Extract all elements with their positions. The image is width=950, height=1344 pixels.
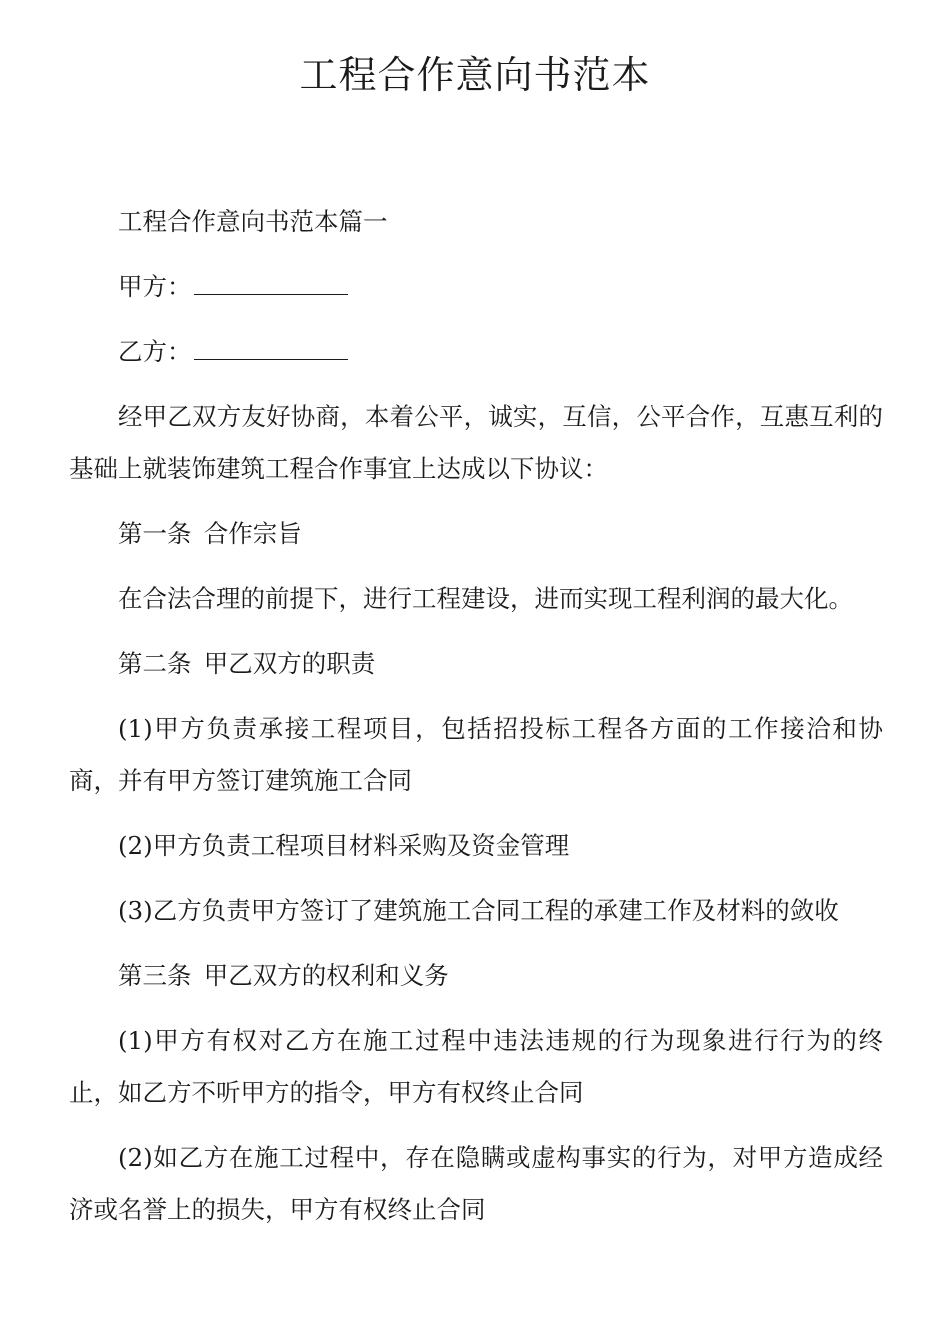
article-1-number: 第一条 — [118, 519, 192, 548]
document-title: 工程合作意向书范本 — [299, 53, 651, 97]
section-subtitle: 工程合作意向书范本篇一 — [118, 207, 388, 236]
article-1-title: 合作宗旨 — [203, 519, 302, 548]
article-3-item-2: (2)如乙方在施工过程中，存在隐瞒或虚构事实的行为，对甲方造成经济或名誉上的损失，甲方有权终止合同 — [69, 1143, 883, 1224]
article-2-title: 甲乙双方的职责 — [203, 649, 376, 678]
article-2-number: 第二条 — [118, 649, 192, 678]
article-2-item-2: (2)甲方负责工程项目材料采购及资金管理 — [118, 831, 570, 860]
article-2-item-3: (3)乙方负责甲方签订了建筑施工合同工程的承建工作及材料的敛收 — [118, 896, 839, 925]
intro-paragraph: 经甲乙双方友好协商，本着公平，诚实，互信，公平合作，互惠互利的基础上就装饰建筑工程合作事宜上达成以下协议： — [69, 402, 883, 483]
party-b-line — [69, 326, 883, 378]
article-3-title: 甲乙双方的权利和义务 — [203, 961, 449, 990]
article-3-heading — [69, 950, 883, 1002]
article-1-text: 在合法合理的前提下，进行工程建设，进而实现工程利润的最大化。 — [118, 584, 853, 613]
article-1-heading — [69, 508, 883, 560]
party-a-line — [69, 261, 883, 313]
article-3-item-1: (1)甲方有权对乙方在施工过程中违法违规的行为现象进行行为的终止，如乙方不听甲方的指令，甲方有权终止合同 — [69, 1026, 883, 1107]
article-2-heading — [69, 638, 883, 690]
article-2-item-1: (1)甲方负责承接工程项目，包括招投标工程各方面的工作接洽和协商，并有甲方签订建筑施工合同 — [69, 714, 883, 795]
party-a-blank — [194, 272, 348, 295]
article-3-number: 第三条 — [118, 961, 192, 990]
party-b-blank — [194, 337, 348, 360]
party-b-label: 乙方： — [118, 337, 192, 366]
party-a-label: 甲方： — [118, 272, 192, 301]
document-body — [69, 196, 883, 1249]
